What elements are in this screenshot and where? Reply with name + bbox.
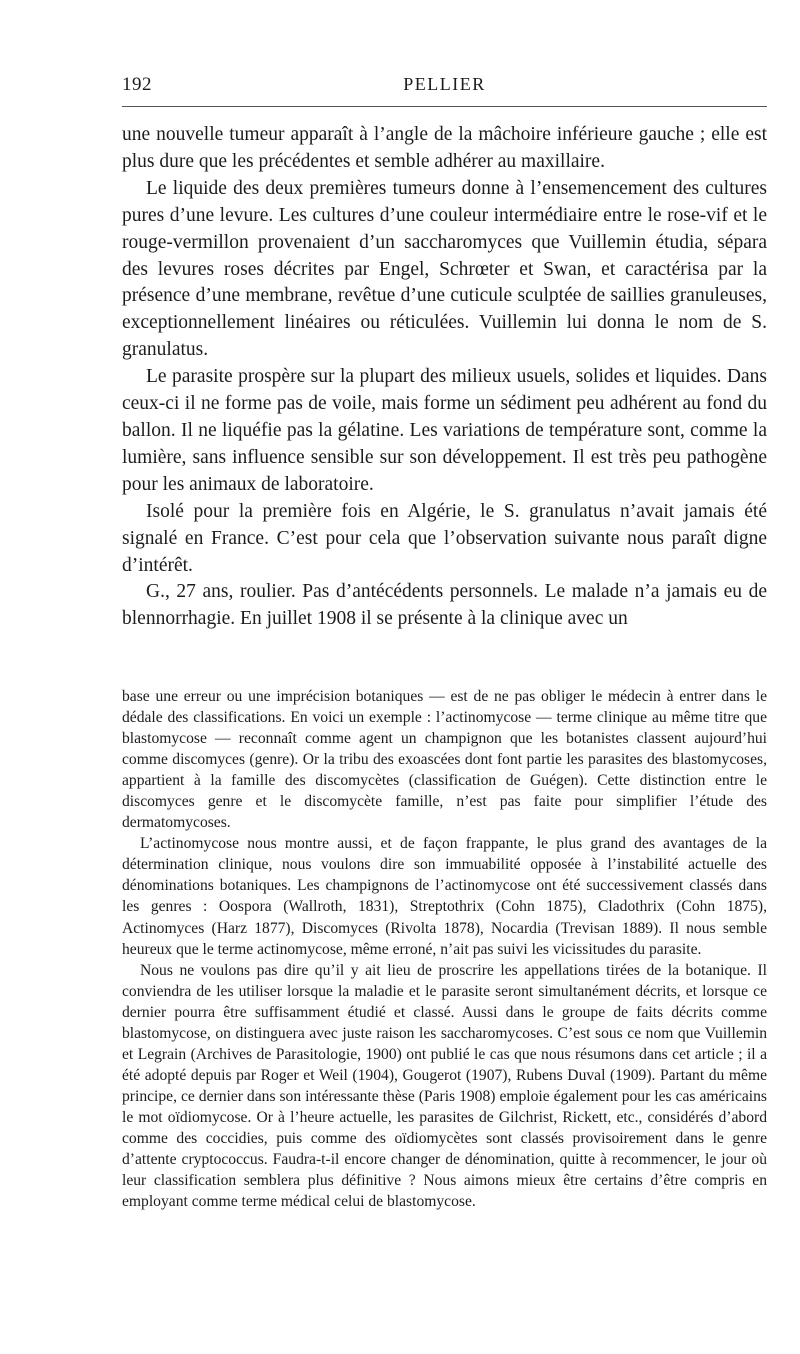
body-paragraph: G., 27 ans, roulier. Pas d’antécédents personnels. Le malade n’a jamais eu de blennorrhagie. En juillet 1908 il se présente à la clinique avec un: [122, 581, 767, 630]
body-paragraph: Le liquide des deux premières tumeurs donne à l’ensemencement des cultures pures d’une levure. Les cultures d’une couleur intermédiaire entre le rose-vif et le rouge-vermillon provenaient d’un saccharomyces que Vuillemin étudia, sépara des levures roses décrites par Engel, Schrœter et Swan, et caractérisa par la présence d’une membrane, revêtue d’une cuticule sculptée de saillies granuleuses, exceptionnellement linéaires ou réticulées. Vuillemin lui donna le nom de S. granulatus.: [122, 177, 767, 361]
body-paragraph: Isolé pour la première fois en Algérie, le S. granulatus n’avait jamais été signalé en France. C’est pour cela que l’observation suivante nous paraît digne d’intérêt.: [122, 500, 767, 576]
footnotes: [122, 686, 767, 1212]
footnote-paragraph: Nous ne voulons pas dire qu’il y ait lieu de proscrire les appellations tirées de la botanique. Il conviendra de les utiliser lorsque la maladie et le parasite seront simultanément décrits, et lorsque ce dernier pourra être suffisamment étudié et classé. Aussi dans le groupe de faits décrits comme blastomycose, on distinguera avec juste raison les saccharomycoses. C’est sous ce nom que Vuillemin et Legrain (Archives de Parasitologie, 1900) ont publié le cas que nous résumons dans cet article ; il a été adopté depuis par Roger et Weil (1904), Gougerot (1907), Rubens Duval (1909). Partant du même principe, ce dernier dans son intéressante thèse (Paris 1908) emploie également pour les cas américains le mot oïdiomycose. Or à l’heure actuelle, les parasites de Gilchrist, Rickett, etc., considérés d’abord comme des coccidies, puis comme des oïdiomycètes sont classés provisoirement dans le genre d’attente cryptococcus. Faudra-t-il encore changer de dénomination, quitte à recommencer, le jour où leur classification semblera plus définitive ? Nous aimons mieux être certains d’être compris en employant comme terme médical celui de blastomycose.: [122, 961, 767, 1211]
page-number: 192: [122, 74, 152, 95]
body-paragraph: Le parasite prospère sur la plupart des milieux usuels, solides et liquides. Dans ceux-ci il ne forme pas de voile, mais forme un sédiment peu adhérent au fond du ballon. Il ne liquéfie pas la gélatine. Les variations de température sont, comme la lumière, sans influence sensible sur son développement. Il est très peu pathogène pour les animaux de laboratoire.: [122, 366, 767, 495]
running-head: [122, 68, 767, 98]
main-text: [122, 122, 767, 633]
footnote-paragraph: L’actinomycose nous montre aussi, et de façon frappante, le plus grand des avantages de la détermination clinique, nous voulons dire son immuabilité opposée à l’instabilité actuelle des dénominations botaniques. Les champignons de l’actinomycose ont été successivement classés dans les genres : Oospora (Wallroth, 1831), Streptothrix (Cohn 1875), Cladothrix (Cohn 1875), Actinomyces (Harz 1877), Discomyces (Rivolta 1878), Nocardia (Trevisan 1889). Il nous semble heureux que le terme actinomycose, même erroné, n’ait pas suivi les vicissitudes du parasite.: [122, 835, 767, 958]
running-title: PELLIER: [403, 74, 486, 94]
body-paragraph: une nouvelle tumeur apparaît à l’angle de la mâchoire inférieure gauche ; elle est plus dure que les précédentes et semble adhérer au maxillaire.: [122, 124, 767, 172]
footnote-paragraph: base une erreur ou une imprécision botaniques — est de ne pas obliger le médecin à entrer dans le dédale des classifications. En voici un exemple : l’actinomycose — terme clinique au même titre que blastomycose — reconnaît comme agent un champignon que les botanistes classent aujourd’hui comme discomyces (genre). Or la tribu des exoascées dont font partie les parasites des blastomycoses, appartient à la famille des discomycètes (classification de Guégen). Cette distinction entre le discomyces genre et le discomycète famille, n’est pas faite pour simplifier l’étude des dermatomycoses.: [122, 688, 767, 832]
header-rule: [122, 106, 767, 107]
